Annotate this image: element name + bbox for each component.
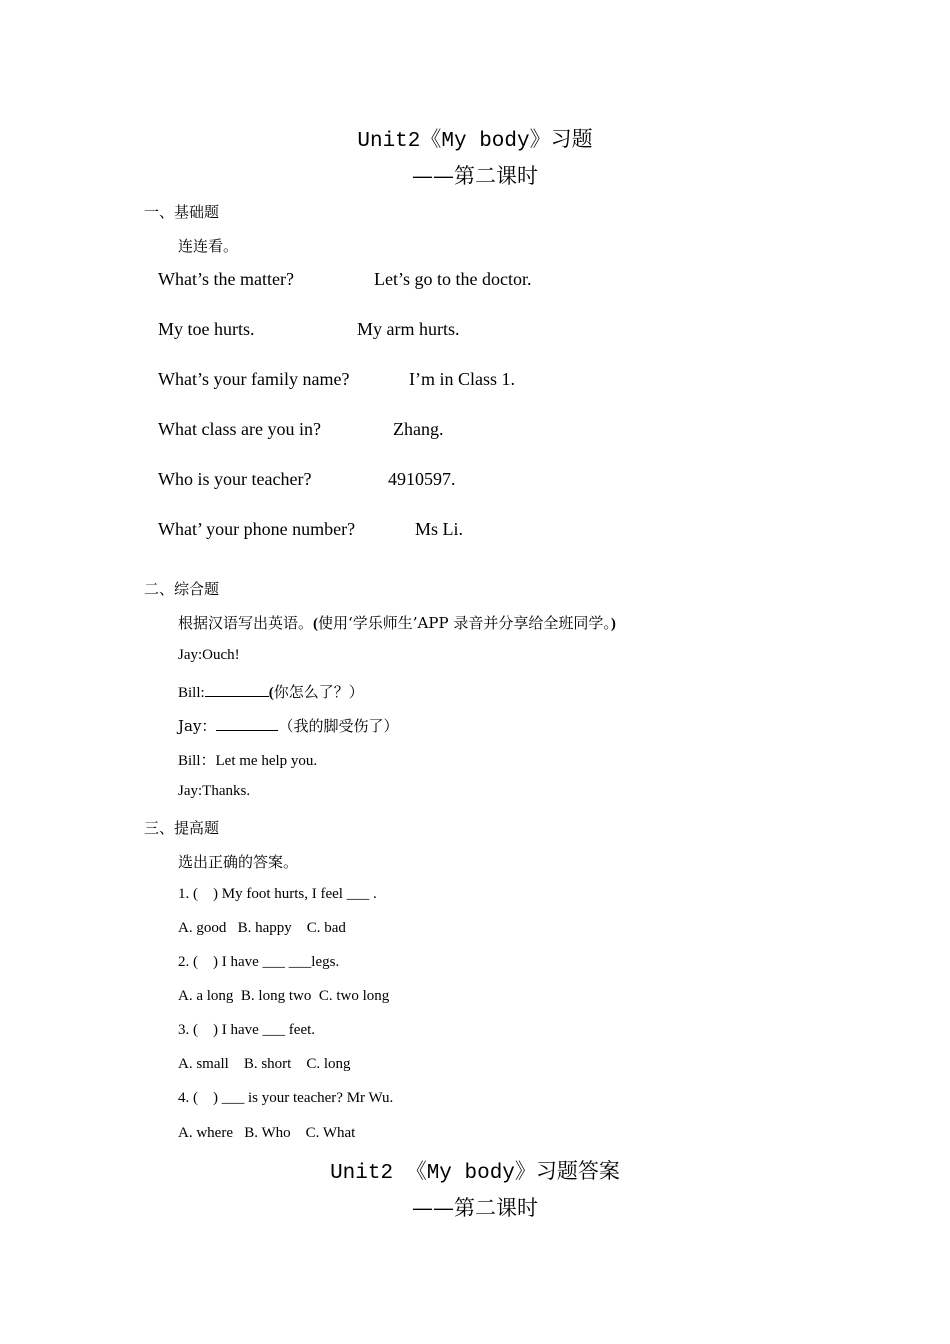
- dialogue-line-2: [178, 681, 364, 702]
- question-1-options: A. good B. happy C. bad: [178, 920, 346, 936]
- title-cn: 习题: [550, 127, 593, 151]
- match-left-6: What’ your phone number?: [158, 519, 356, 539]
- instruction-text: 根据汉语写出英语。: [178, 614, 314, 632]
- section-1-instruction: 连连看。: [178, 237, 239, 255]
- question-2: 2. ( ) I have ___ ___legs.: [178, 954, 340, 970]
- question-4: 4. ( ) ___ is your teacher? Mr Wu.: [178, 1090, 394, 1106]
- answers-title-cn: 习题答案: [535, 1159, 620, 1183]
- subtitle-cn: 第二课时: [454, 164, 538, 188]
- match-right-6: Ms Li.: [415, 519, 464, 539]
- page-subtitle: [0, 160, 950, 190]
- instruction-paren-close: ): [610, 616, 616, 632]
- match-right-1: Let’s go to the doctor.: [374, 269, 532, 289]
- match-left-5: Who is your teacher?: [158, 469, 312, 489]
- dialogue-line-1: Jay:Ouch!: [178, 647, 240, 663]
- match-left-2: My toe hurts.: [158, 319, 255, 339]
- answers-subtitle-dash: ——: [412, 1196, 454, 1220]
- answer-blank-1: [205, 682, 269, 697]
- section-3-heading: 三、提高题: [144, 819, 220, 837]
- answer-blank-2: [216, 716, 278, 731]
- instruction-app-note: 使用‘学乐师生’APP 录音并分享给全班同学。: [318, 614, 611, 632]
- dialogue-line-3: [178, 715, 398, 736]
- dialogue-line-5: Jay:Thanks.: [178, 783, 251, 799]
- answers-title-latin: Unit2 《My body》: [330, 1162, 536, 1185]
- page-title: [0, 123, 950, 153]
- subtitle-dash: ——: [412, 164, 454, 188]
- answers-title: [0, 1155, 950, 1185]
- question-4-options: A. where B. Who C. What: [178, 1125, 356, 1141]
- hint-cn-1: 你怎么了？）: [273, 683, 364, 701]
- match-left-3: What’s your family name?: [158, 369, 350, 389]
- question-2-options: A. a long B. long two C. two long: [178, 988, 390, 1004]
- match-left-4: What class are you in?: [158, 419, 321, 439]
- match-right-2: My arm hurts.: [357, 319, 460, 339]
- section-1-heading: 一、基础题: [144, 203, 220, 221]
- speaker-bill: Bill:: [178, 685, 205, 701]
- dialogue-line-4: Bill：Let me help you.: [178, 753, 318, 769]
- match-right-5: 4910597.: [388, 469, 456, 489]
- section-2-instruction: [178, 612, 616, 633]
- title-latin: Unit2《My body》: [357, 130, 551, 153]
- answers-subtitle-cn: 第二课时: [454, 1196, 538, 1220]
- speaker-jay: Jay：: [178, 717, 217, 735]
- match-right-4: Zhang.: [393, 419, 444, 439]
- question-1: 1. ( ) My foot hurts, I feel ___ .: [178, 886, 377, 902]
- paren-open: (: [268, 685, 274, 701]
- match-right-3: I’m in Class 1.: [409, 369, 515, 389]
- answers-subtitle: [0, 1192, 950, 1222]
- instruction-paren-open: (: [313, 616, 319, 632]
- section-3-instruction: 选出正确的答案。: [178, 853, 299, 871]
- section-2-heading: 二、综合题: [144, 580, 220, 598]
- hint-cn-2: （我的脚受伤了）: [278, 717, 399, 735]
- question-3-options: A. small B. short C. long: [178, 1056, 351, 1072]
- question-3: 3. ( ) I have ___ feet.: [178, 1022, 316, 1038]
- match-left-1: What’s the matter?: [158, 269, 294, 289]
